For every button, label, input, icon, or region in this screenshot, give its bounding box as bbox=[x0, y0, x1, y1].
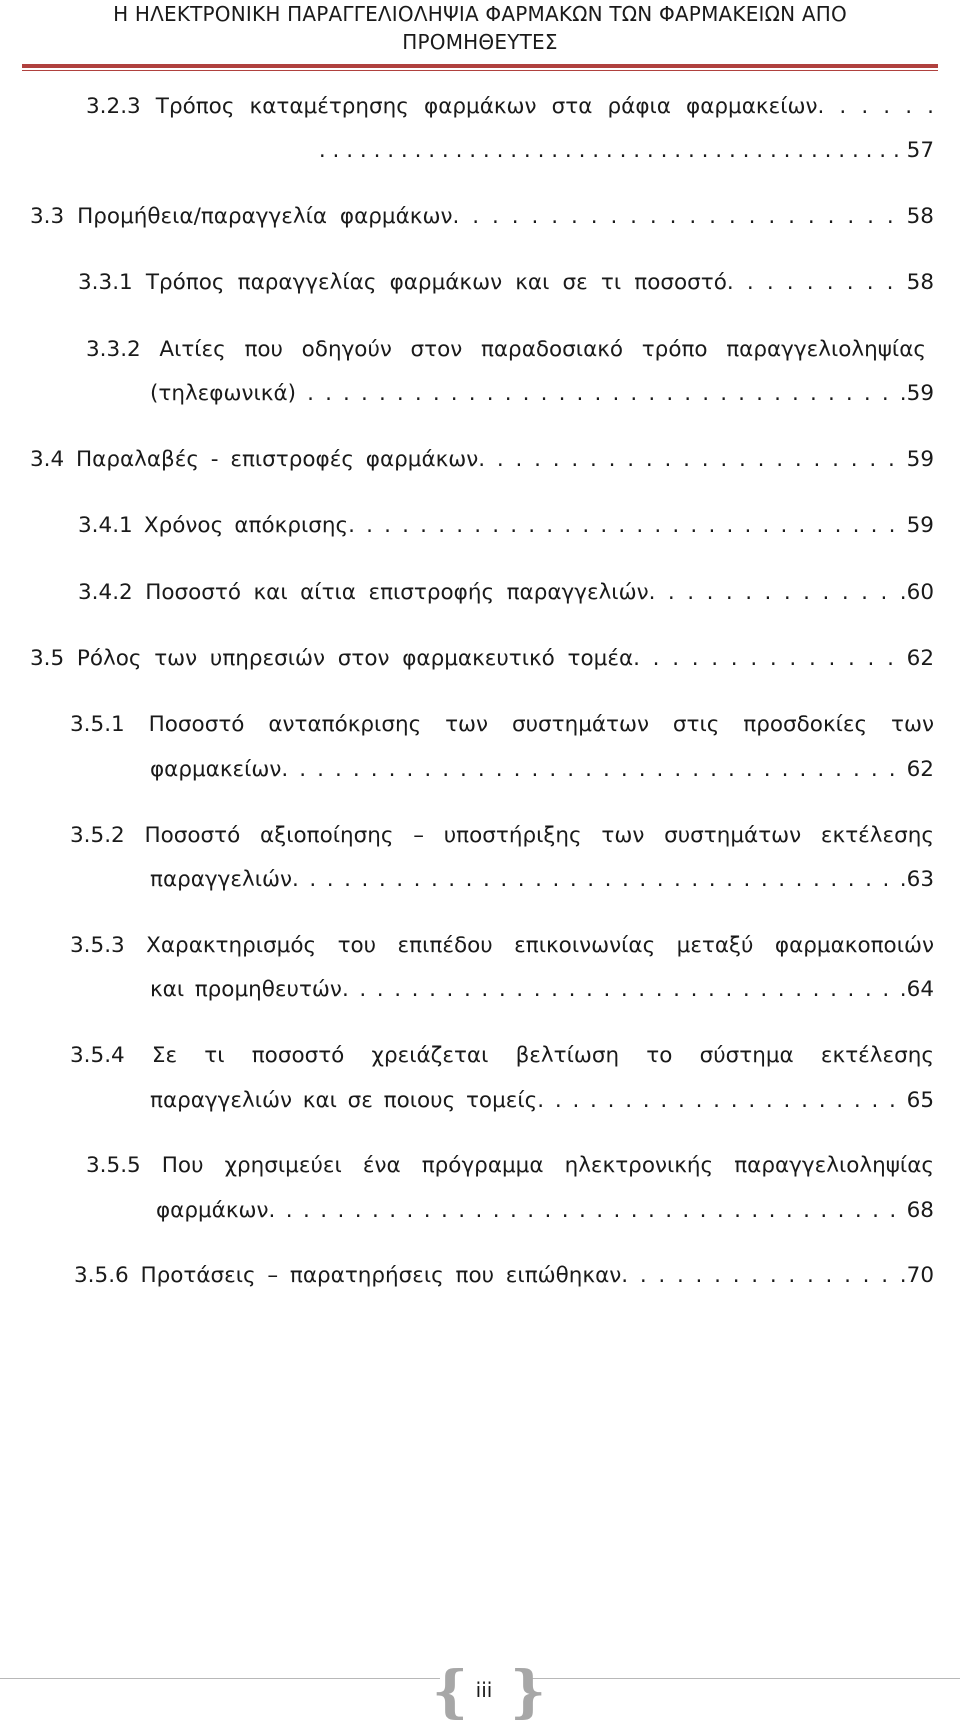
header-title-line1: Η ΗΛΕΚΤΡΟΝΙΚΗ ΠΑΡΑΓΓΕΛΙΟΛΗΨΙΑ ΦΑΡΜΑΚΩΝ ΤΩΝ ΦΑΡΜΑΚΕΙΩΝ ΑΠΟ bbox=[113, 2, 847, 26]
toc-entry-3-2-3-line1: 3.2.3 Τρόπος καταμέτρησης φαρμάκων στα ράφια φαρμακείων. . . . . . bbox=[86, 94, 934, 119]
toc-entry-3-5-5-line1: 3.5.5 Που χρησιμεύει ένα πρόγραμμα ηλεκτρονικής παραγγελιοληψίας bbox=[86, 1153, 934, 1178]
toc-entry-3-5-3-line1: 3.5.3 Χαρακτηρισμός του επιπέδου επικοινωνίας μεταξύ φαρμακοποιών bbox=[70, 933, 934, 958]
toc-entry-3-5-1-line2: φαρμακείων. . . . . . . . . . . . . . . . . . . . . . . . . . . . . . . . . . . 62 bbox=[150, 757, 934, 782]
toc-entry-3-5-1-line1: 3.5.1 Ποσοστό ανταπόκρισης των συστημάτων στις προσδοκίες των bbox=[70, 712, 934, 737]
toc-entry-3-2-3-line2: . . . . . . . . . . . . . . . . . . . . . . . . . . . . . . . . . . . . . . . . . . . 57 bbox=[318, 138, 934, 163]
right-brace-icon: } bbox=[510, 1659, 547, 1725]
page-number: iii bbox=[475, 1678, 493, 1702]
toc-entry-3-3-1: 3.3.1 Τρόπος παραγγελίας φαρμάκων και σε τι ποσοστό. . . . . . . . . 58 bbox=[78, 270, 934, 295]
toc-entry-3-5-2-line1: 3.5.2 Ποσοστό αξιοποίησης – υποστήριξης των συστημάτων εκτέλεσης bbox=[70, 823, 934, 848]
toc-entry-3-4-2: 3.4.2 Ποσοστό και αίτια επιστροφής παραγγελιών. . . . . . . . . . . . . .60 bbox=[78, 580, 934, 605]
toc-entry-3-3-2-line1: 3.3.2 Αιτίες που οδηγούν στον παραδοσιακό τρόπο παραγγελιοληψίας bbox=[86, 337, 926, 362]
running-header bbox=[0, 0, 960, 56]
toc-entry-3-3-2-line2: (τηλεφωνικά) . . . . . . . . . . . . . . . . . . . . . . . . . . . . . . . . . .59 bbox=[150, 381, 934, 406]
toc-entry-3-4: 3.4 Παραλαβές - επιστροφές φαρμάκων. . . . . . . . . . . . . . . . . . . . . . . 59 bbox=[30, 447, 934, 472]
footer-rule-left bbox=[0, 1678, 440, 1679]
toc-entry-3-4-1: 3.4.1 Χρόνος απόκρισης. . . . . . . . . . . . . . . . . . . . . . . . . . . . . . . 59 bbox=[78, 513, 934, 538]
header-title-line2: ΠΡΟΜΗΘΕΥΤΕΣ bbox=[402, 30, 558, 54]
toc-entry-3-5-2-line2: παραγγελιών. . . . . . . . . . . . . . . . . . . . . . . . . . . . . . . . . . . .63 bbox=[150, 867, 934, 892]
header-rule bbox=[22, 64, 938, 68]
toc-entry-3-5-4-line2: παραγγελιών και σε ποιους τομείς. . . . . . . . . . . . . . . . . . . . . 65 bbox=[150, 1088, 934, 1113]
footer-rule-right bbox=[528, 1678, 960, 1679]
toc-entry-3-5-6: 3.5.6 Προτάσεις – παρατηρήσεις που ειπώθηκαν. . . . . . . . . . . . . . . .70 bbox=[74, 1263, 934, 1288]
header-rule-thin bbox=[22, 70, 938, 71]
toc-entry-3-5-4-line1: 3.5.4 Σε τι ποσοστό χρειάζεται βελτίωση το σύστημα εκτέλεσης bbox=[70, 1043, 934, 1068]
left-brace-icon: { bbox=[432, 1659, 469, 1725]
toc-entry-3-5-3-line2: και προμηθευτών. . . . . . . . . . . . . . . . . . . . . . . . . . . . . . . . .64 bbox=[150, 977, 934, 1002]
toc-entry-3-3: 3.3 Προμήθεια/παραγγελία φαρμάκων. . . . . . . . . . . . . . . . . . . . . . . 58 bbox=[30, 204, 934, 229]
toc-entry-3-5-5-line2: φαρμάκων. . . . . . . . . . . . . . . . . . . . . . . . . . . . . . . . . . . . . 68 bbox=[156, 1198, 934, 1223]
toc-entry-3-5: 3.5 Ρόλος των υπηρεσιών στον φαρμακευτικό τομέα. . . . . . . . . . . . . . 62 bbox=[30, 646, 934, 671]
